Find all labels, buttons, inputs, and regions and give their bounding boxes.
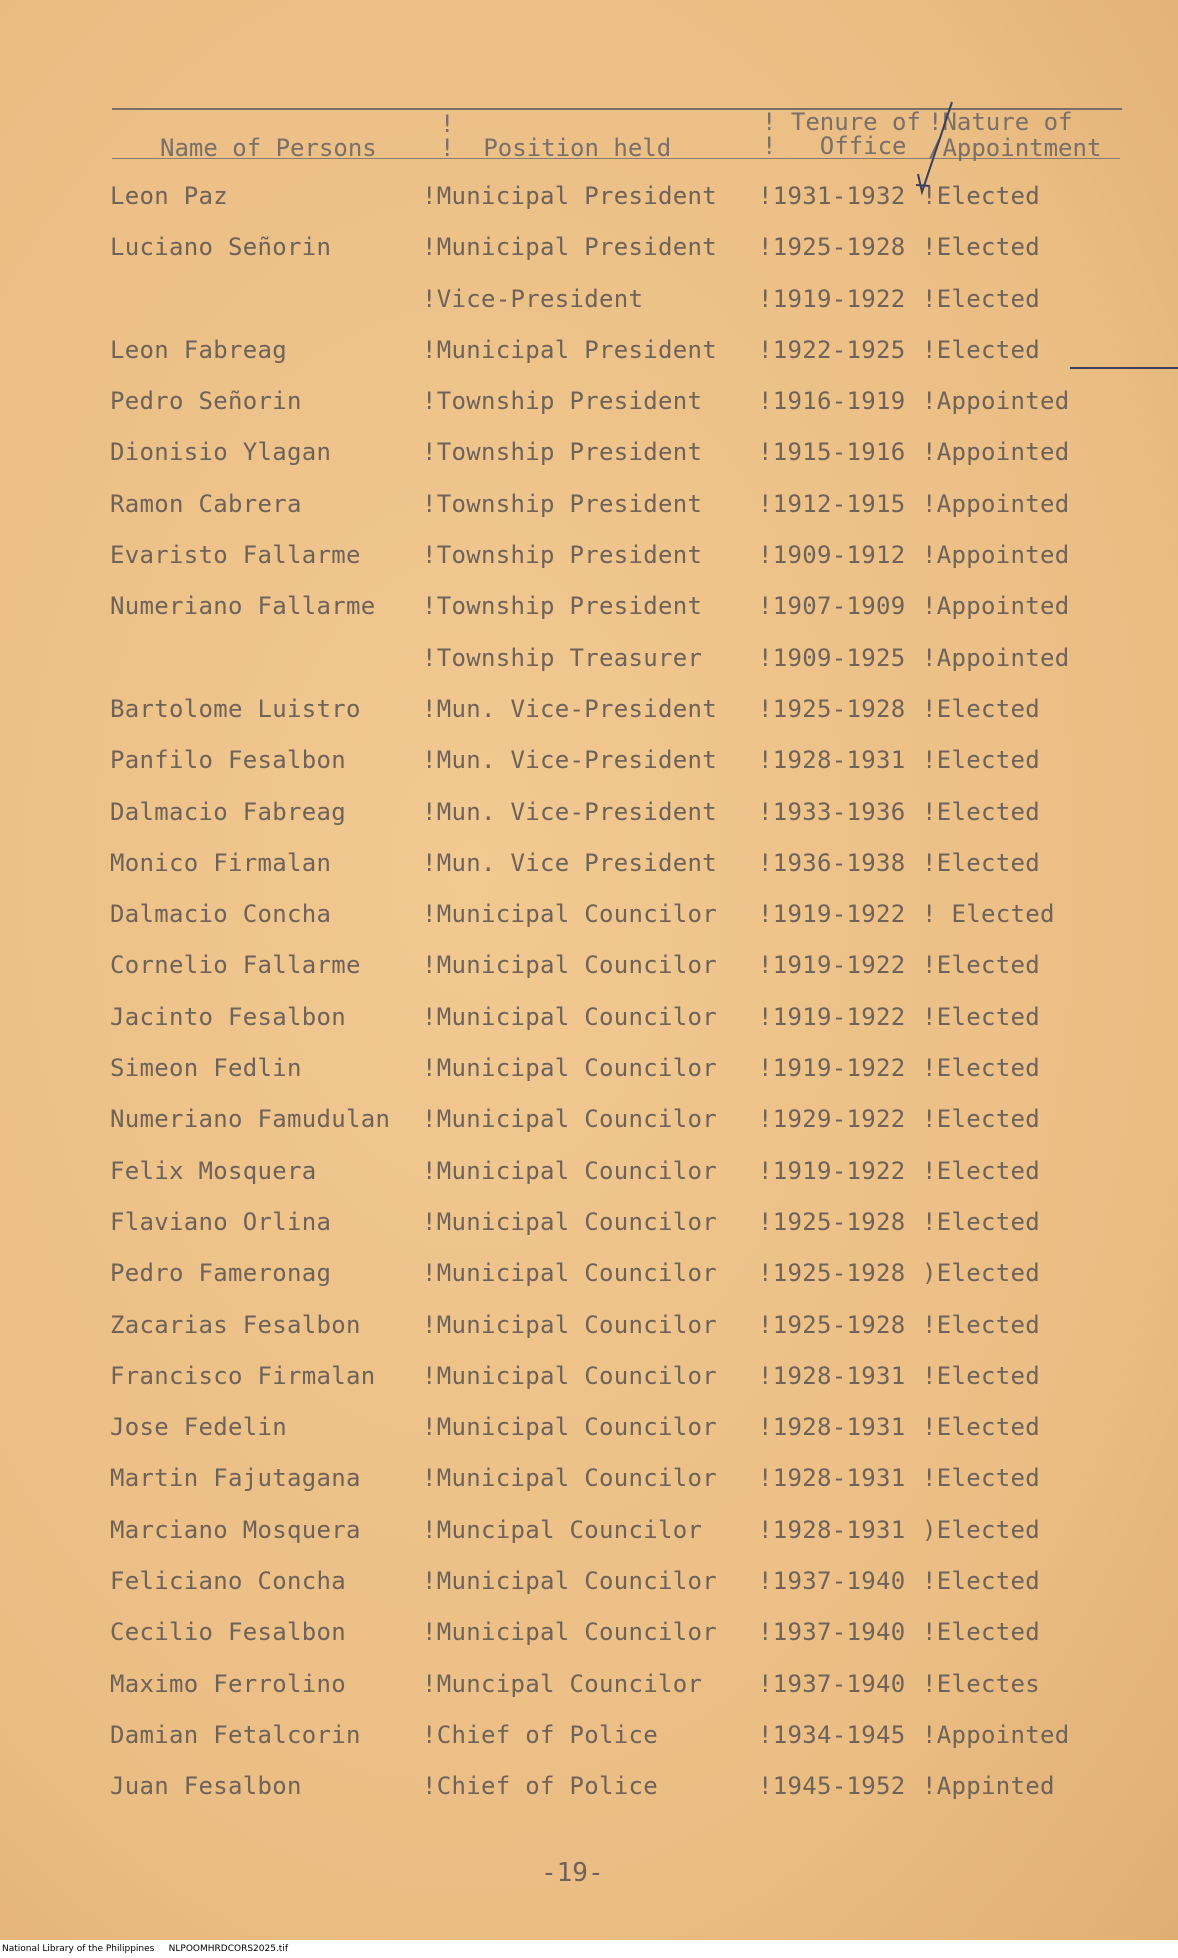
table-row — [0, 541, 1178, 592]
appointment-nature: )Elected — [922, 1515, 1040, 1544]
table-row — [0, 1157, 1178, 1208]
table-row — [0, 1003, 1178, 1054]
table-row — [0, 1670, 1178, 1721]
column-header-nature-line2: /Appointment — [928, 134, 1102, 162]
tenure: !1925-1928 — [758, 1259, 906, 1288]
position-held: !Vice-President — [422, 284, 644, 313]
position-held: !Municipal Councilor — [422, 1156, 717, 1185]
table-row — [0, 1772, 1178, 1823]
table-row — [0, 1464, 1178, 1515]
position-held: !Municipal Councilor — [422, 1567, 717, 1596]
person-name: Maximo Ferrolino — [110, 1669, 346, 1698]
table-row — [0, 900, 1178, 951]
appointment-nature: !Electes — [922, 1669, 1040, 1698]
position-held: !Municipal Councilor — [422, 1361, 717, 1390]
person-name: Dalmacio Concha — [110, 900, 332, 929]
position-held: !Chief of Police — [422, 1720, 658, 1749]
table-row — [0, 1618, 1178, 1669]
appointment-nature: !Elected — [922, 1464, 1040, 1493]
tenure: !1936-1938 — [758, 848, 906, 877]
officials-table — [0, 182, 1178, 1824]
position-held: !Municipal Councilor — [422, 1464, 717, 1493]
table-row — [0, 233, 1178, 284]
tenure: !1928-1931 — [758, 1361, 906, 1390]
table-row — [0, 1208, 1178, 1259]
person-name: Pedro Señorin — [110, 387, 302, 416]
table-row — [0, 285, 1178, 336]
position-held: !Township President — [422, 489, 703, 518]
table-row — [0, 438, 1178, 489]
person-name: Pedro Fameronag — [110, 1259, 332, 1288]
position-held: !Municipal Councilor — [422, 1259, 717, 1288]
tenure: !1909-1912 — [758, 541, 906, 570]
person-name: Flaviano Orlina — [110, 1207, 332, 1236]
position-held: !Mun. Vice President — [422, 848, 717, 877]
person-name: Martin Fajutagana — [110, 1464, 361, 1493]
person-name: Zacarias Fesalbon — [110, 1310, 361, 1339]
tenure: !1919-1922 — [758, 951, 906, 980]
table-row — [0, 1054, 1178, 1105]
position-held: !Muncipal Councilor — [422, 1669, 703, 1698]
tenure: !1928-1931 — [758, 1464, 906, 1493]
person-name: Cornelio Fallarme — [110, 951, 361, 980]
appointment-nature: !Elected — [922, 1413, 1040, 1442]
appointment-nature: !Elected — [922, 335, 1040, 364]
appointment-nature: !Appointed — [922, 541, 1070, 570]
person-name: Marciano Mosquera — [110, 1515, 361, 1544]
table-row — [0, 798, 1178, 849]
tenure: !1945-1952 — [758, 1772, 906, 1801]
page-number: -19- — [541, 1858, 604, 1888]
tenure: !1919-1922 — [758, 1156, 906, 1185]
tenure: !1929-1922 — [758, 1105, 906, 1134]
person-name: Jose Fedelin — [110, 1413, 287, 1442]
column-header-tenure-line1: ! Tenure of — [762, 108, 921, 136]
appointment-nature: !Elected — [922, 797, 1040, 826]
appointment-nature: !Elected — [922, 1618, 1040, 1647]
tenure: !1937-1940 — [758, 1669, 906, 1698]
tenure: !1928-1931 — [758, 1413, 906, 1442]
tenure: !1925-1928 — [758, 233, 906, 262]
appointment-nature: !Elected — [922, 182, 1040, 210]
tenure: !1919-1922 — [758, 900, 906, 929]
table-row — [0, 1362, 1178, 1413]
appointment-nature: !Elected — [922, 1207, 1040, 1236]
position-held: !Municipal Councilor — [422, 1054, 717, 1083]
tenure: !1919-1922 — [758, 284, 906, 313]
person-name: Felix Mosquera — [110, 1156, 317, 1185]
table-row — [0, 644, 1178, 695]
person-name: Leon Paz — [110, 182, 228, 210]
table-row — [0, 592, 1178, 643]
position-held: !Municipal Councilor — [422, 1618, 717, 1647]
table-row — [0, 1311, 1178, 1362]
position-held: !Township President — [422, 592, 703, 621]
position-held: !Township Treasurer — [422, 643, 703, 672]
person-name: Numeriano Fallarme — [110, 592, 376, 621]
appointment-nature: !Elected — [922, 1567, 1040, 1596]
table-row — [0, 1259, 1178, 1310]
tenure: !1925-1928 — [758, 1207, 906, 1236]
tenure: !1907-1909 — [758, 592, 906, 621]
column-header-nature-line1: !Nature of — [928, 108, 1073, 136]
person-name: Dalmacio Fabreag — [110, 797, 346, 826]
appointment-nature: !Elected — [922, 1361, 1040, 1390]
appointment-nature: !Elected — [922, 1054, 1040, 1083]
appointment-nature: !Appointed — [922, 489, 1070, 518]
person-name: Panfilo Fesalbon — [110, 746, 346, 775]
column-header-name: Name of Persons — [160, 134, 377, 162]
appointment-nature: !Appinted — [922, 1772, 1055, 1801]
table-row — [0, 1516, 1178, 1567]
column-header-tenure-line2: ! Office — [762, 132, 907, 160]
table-row — [0, 182, 1178, 233]
tenure: !1922-1925 — [758, 335, 906, 364]
tenure: !1928-1931 — [758, 746, 906, 775]
person-name: Monico Firmalan — [110, 848, 332, 877]
table-row — [0, 1567, 1178, 1618]
column-header-position: ! Position held — [440, 134, 672, 162]
person-name: Bartolome Luistro — [110, 694, 361, 723]
appointment-nature: !Elected — [922, 746, 1040, 775]
tenure: !1925-1928 — [758, 1310, 906, 1339]
table-row — [0, 849, 1178, 900]
person-name: Ramon Cabrera — [110, 489, 302, 518]
tenure: !1909-1925 — [758, 643, 906, 672]
position-held: !Mun. Vice-President — [422, 797, 717, 826]
position-held: !Mun. Vice-President — [422, 694, 717, 723]
appointment-nature: !Elected — [922, 694, 1040, 723]
position-held: !Township President — [422, 438, 703, 467]
tenure: !1937-1940 — [758, 1618, 906, 1647]
table-row — [0, 695, 1178, 746]
tenure: !1919-1922 — [758, 1002, 906, 1031]
appointment-nature: !Elected — [922, 284, 1040, 313]
person-name: Luciano Señorin — [110, 233, 332, 262]
scan-footer-caption: National Library of the Philippines NLPOOMHRDCORS2025.tif — [0, 1940, 1178, 1958]
table-row — [0, 1413, 1178, 1464]
position-held: !Municipal Councilor — [422, 900, 717, 929]
position-held: !Municipal President — [422, 233, 717, 262]
position-held: !Township President — [422, 541, 703, 570]
person-name: Francisco Firmalan — [110, 1361, 376, 1390]
tenure: !1928-1931 — [758, 1515, 906, 1544]
position-held: !Municipal Councilor — [422, 1207, 717, 1236]
appointment-nature: !Appointed — [922, 1720, 1070, 1749]
position-held: !Municipal Councilor — [422, 1413, 717, 1442]
tenure: !1933-1936 — [758, 797, 906, 826]
position-held: !Chief of Police — [422, 1772, 658, 1801]
position-held: !Municipal Councilor — [422, 1002, 717, 1031]
appointment-nature: !Appointed — [922, 643, 1070, 672]
appointment-nature: !Appointed — [922, 592, 1070, 621]
tenure: !1916-1919 — [758, 387, 906, 416]
tenure: !1934-1945 — [758, 1720, 906, 1749]
appointment-nature: )Elected — [922, 1259, 1040, 1288]
person-name: Feliciano Concha — [110, 1567, 346, 1596]
table-row — [0, 387, 1178, 438]
position-held: !Mun. Vice-President — [422, 746, 717, 775]
tenure: !1915-1916 — [758, 438, 906, 467]
table-row — [0, 1105, 1178, 1156]
column-header-position-mark: ! — [440, 110, 455, 138]
person-name: Jacinto Fesalbon — [110, 1002, 346, 1031]
appointment-nature: !Elected — [922, 233, 1040, 262]
person-name: Simeon Fedlin — [110, 1054, 302, 1083]
person-name: Juan Fesalbon — [110, 1772, 302, 1801]
table-row — [0, 951, 1178, 1002]
position-held: !Municipal President — [422, 335, 717, 364]
position-held: !Municipal Councilor — [422, 951, 717, 980]
position-held: !Municipal President — [422, 182, 717, 210]
appointment-nature: !Elected — [922, 1310, 1040, 1339]
appointment-nature: !Elected — [922, 1156, 1040, 1185]
position-held: !Municipal Councilor — [422, 1310, 717, 1339]
position-held: !Muncipal Councilor — [422, 1515, 703, 1544]
appointment-nature: ! Elected — [922, 900, 1055, 929]
person-name: Numeriano Famudulan — [110, 1105, 391, 1134]
position-held: !Township President — [422, 387, 703, 416]
table-row — [0, 336, 1178, 387]
position-held: !Municipal Councilor — [422, 1105, 717, 1134]
appointment-nature: !Elected — [922, 951, 1040, 980]
tenure: !1919-1922 — [758, 1054, 906, 1083]
tenure: !1931-1932 — [758, 182, 906, 210]
tenure: !1937-1940 — [758, 1567, 906, 1596]
person-name: Cecilio Fesalbon — [110, 1618, 346, 1647]
tenure: !1912-1915 — [758, 489, 906, 518]
appointment-nature: !Appointed — [922, 438, 1070, 467]
table-row — [0, 490, 1178, 541]
person-name: Dionisio Ylagan — [110, 438, 332, 467]
appointment-nature: !Appointed — [922, 387, 1070, 416]
appointment-nature: !Elected — [922, 848, 1040, 877]
tenure: !1925-1928 — [758, 694, 906, 723]
table-row — [0, 1721, 1178, 1772]
person-name: Leon Fabreag — [110, 335, 287, 364]
table-row — [0, 746, 1178, 797]
person-name: Evaristo Fallarme — [110, 541, 361, 570]
appointment-nature: !Elected — [922, 1002, 1040, 1031]
appointment-nature: !Elected — [922, 1105, 1040, 1134]
person-name: Damian Fetalcorin — [110, 1720, 361, 1749]
